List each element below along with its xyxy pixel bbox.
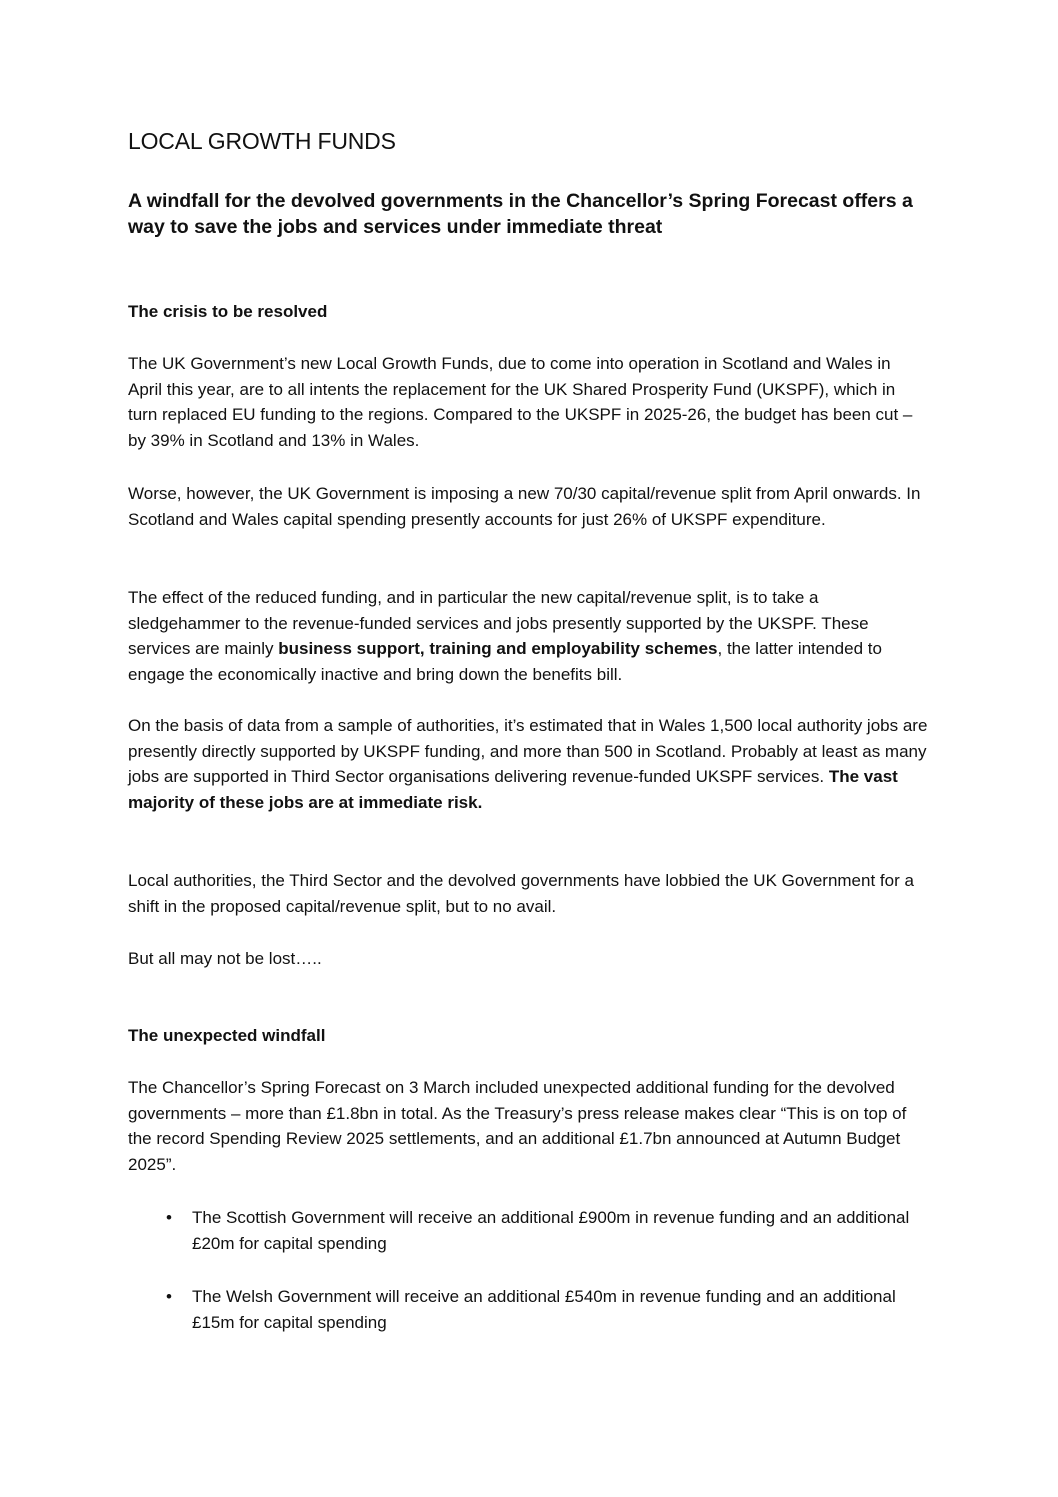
list-item-text: The Welsh Government will receive an additional £540m in revenue funding and an additional £15m for capital spending bbox=[192, 1287, 896, 1332]
paragraph-effect-of-funding bbox=[128, 585, 928, 687]
paragraph-capital-revenue-split: Worse, however, the UK Government is imposing a new 70/30 capital/revenue split from April onwards. In Scotland and Wales capital spending presently accounts for just 26% of UKSPF expenditure. bbox=[128, 484, 921, 529]
paragraph-jobs-estimate bbox=[128, 713, 928, 815]
section-heading-crisis: The crisis to be resolved bbox=[128, 302, 328, 321]
list-item-text: The Scottish Government will receive an additional £900m in revenue funding and an additional £20m for capital spending bbox=[192, 1208, 910, 1253]
section-heading-windfall: The unexpected windfall bbox=[128, 1026, 326, 1045]
document-title: LOCAL GROWTH FUNDS bbox=[128, 128, 396, 154]
paragraph-text: On the basis of data from a sample of authorities, it’s estimated that in Wales 1,500 local authority jobs are presently directly supported by UKSPF funding, and more than 500 in Scotland. Probably at least as many jobs are supported in Third Sector organisations delivering revenue-funded UKSPF services. bbox=[128, 716, 928, 786]
paragraph-spring-forecast: The Chancellor’s Spring Forecast on 3 March included unexpected additional funding for the devolved governments – more than £1.8bn in total. As the Treasury’s press release makes clear “This is on top of the record Spending Review 2025 settlements, and an additional £1.7bn announced at Autumn Budget 2025”. bbox=[128, 1078, 907, 1174]
paragraph-text: , the latter intended to engage the economically inactive and bring down the benefits bill. bbox=[128, 639, 882, 684]
paragraph-text: The effect of the reduced funding, and in particular the new capital/revenue split, is to take a sledgehammer to the revenue-funded services and jobs presently supported by the UKSPF. These services are mainly bbox=[128, 588, 869, 658]
document-subtitle: A windfall for the devolved governments in the Chancellor’s Spring Forecast offers a way to save the jobs and services under immediate threat bbox=[128, 190, 913, 238]
paragraph-lobbying: Local authorities, the Third Sector and the devolved governments have lobbied the UK Government for a shift in the proposed capital/revenue split, but to no avail. bbox=[128, 871, 914, 916]
bullet-icon: • bbox=[166, 1287, 172, 1306]
paragraph-local-growth-funds: The UK Government’s new Local Growth Funds, due to come into operation in Scotland and Wales in April this year, are to all intents the replacement for the UK Shared Prosperity Fund (UKSPF), which in turn replaced EU funding to the regions. Compared to the UKSPF in 2025-26, the budget has been cut – by 39% in Scotland and 13% in Wales. bbox=[128, 354, 913, 450]
paragraph-not-lost: But all may not be lost….. bbox=[128, 949, 322, 968]
bullet-icon: • bbox=[166, 1208, 172, 1227]
paragraph-emphasis: business support, training and employability schemes bbox=[278, 639, 718, 658]
paragraph-emphasis: The vast majority of these jobs are at immediate risk. bbox=[128, 767, 898, 812]
